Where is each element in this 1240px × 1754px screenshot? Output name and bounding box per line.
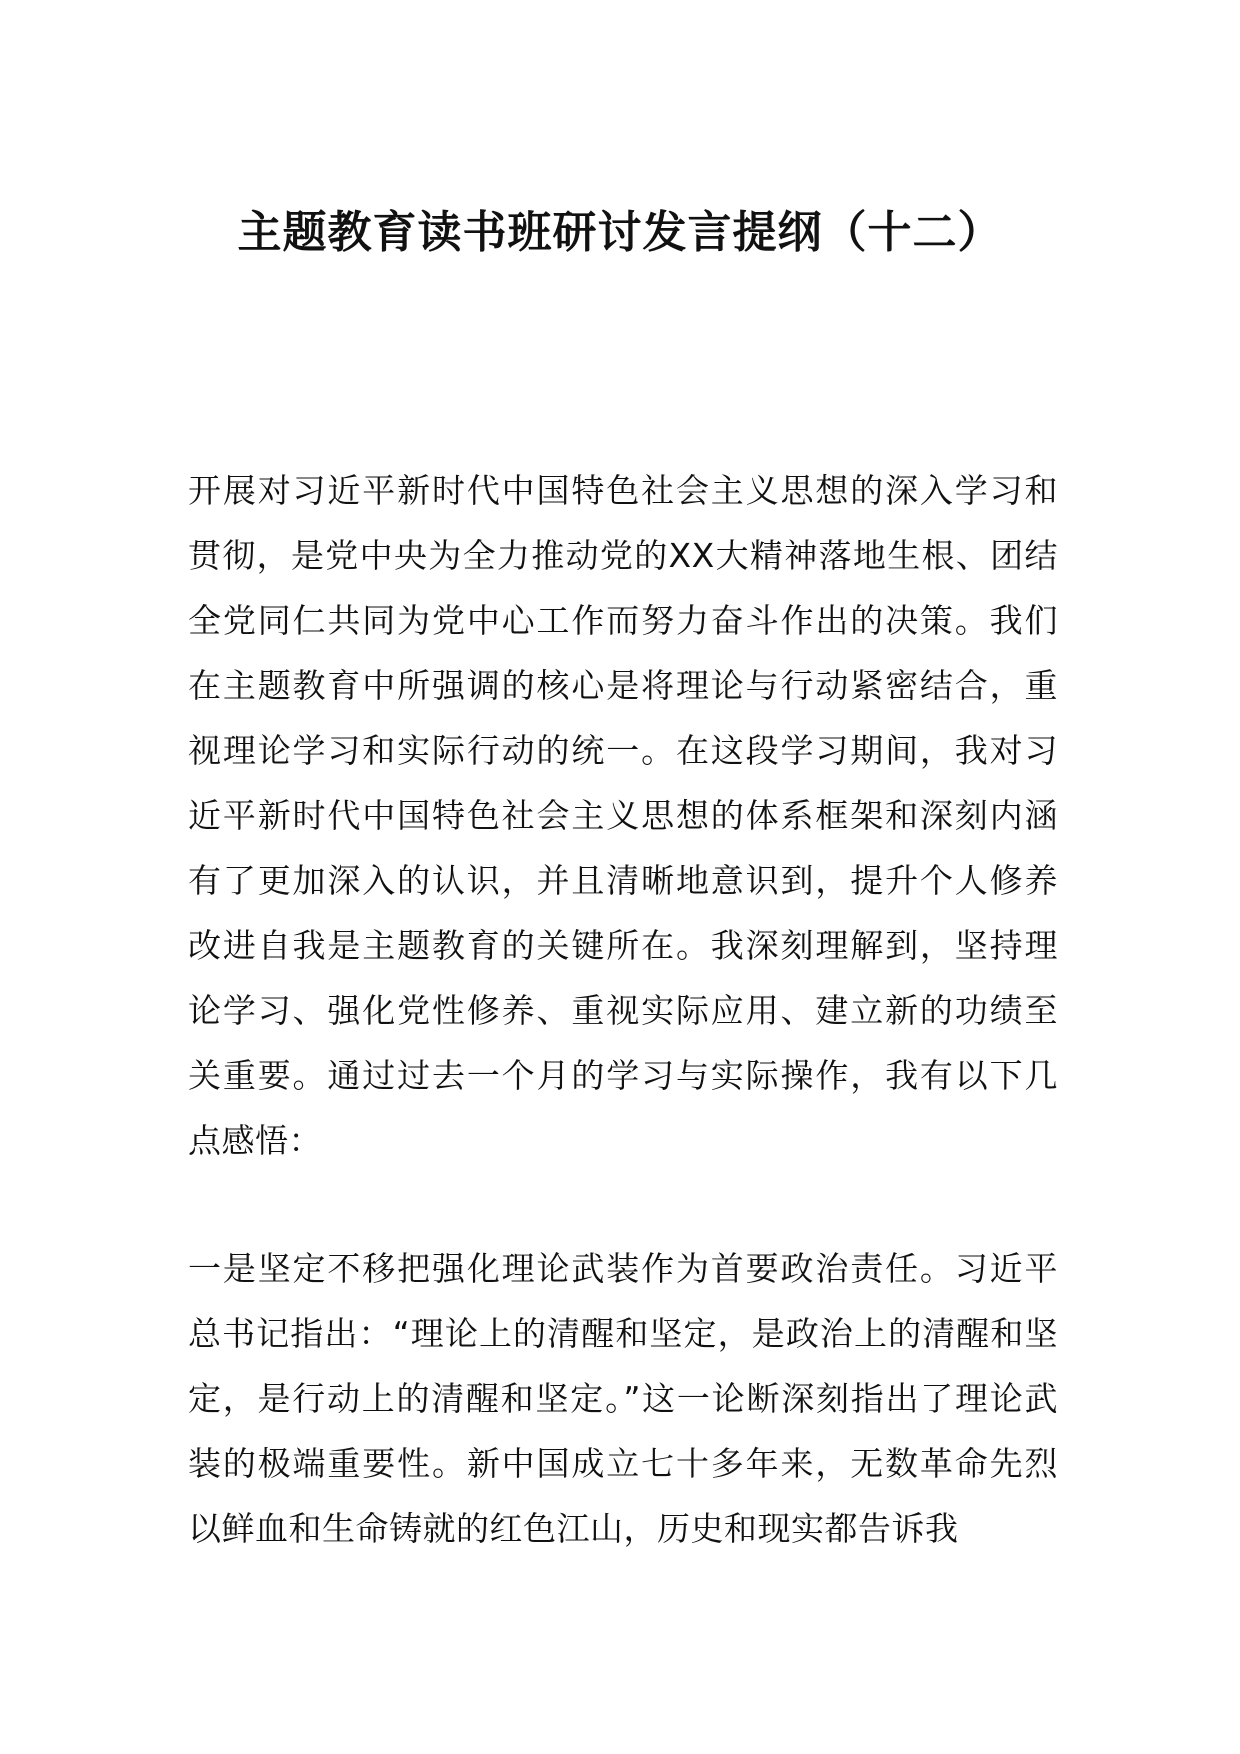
document-title: 主题教育读书班研讨发言提纲（十二） <box>237 207 1003 258</box>
body-paragraph-2: 一是坚定不移把强化理论武装作为首要政治责任。习近平总书记指出：“理论上的清醒和坚定，是政治上的清醒和坚定，是行动上的清醒和坚定。”这一论断深刻指出了理论武装的极端重要性。新中国成立七十多年来，无数革命先烈以鲜血和生命铸就的红色江山，历史和现实都告诉我 <box>188 1249 1058 1548</box>
body-paragraph-1: 开展对习近平新时代中国特色社会主义思想的深入学习和贯彻，是党中央为全力推动党的XX大精神落地生根、团结全党同仁共同为党中心工作而努力奋斗作出的决策。我们在主题教育中所强调的核心是将理论与行动紧密结合，重视理论学习和实际行动的统一。在这段学习期间，我对习近平新时代中国特色社会主义思想的体系框架和深刻内涵有了更加深入的认识，并且清晰地意识到，提升个人修养改进自我是主题教育的关键所在。我深刻理解到，坚持理论学习、强化党性修养、重视实际应用、建立新的功绩至关重要。通过过去一个月的学习与实际操作，我有以下几点感悟： <box>188 471 1058 1160</box>
